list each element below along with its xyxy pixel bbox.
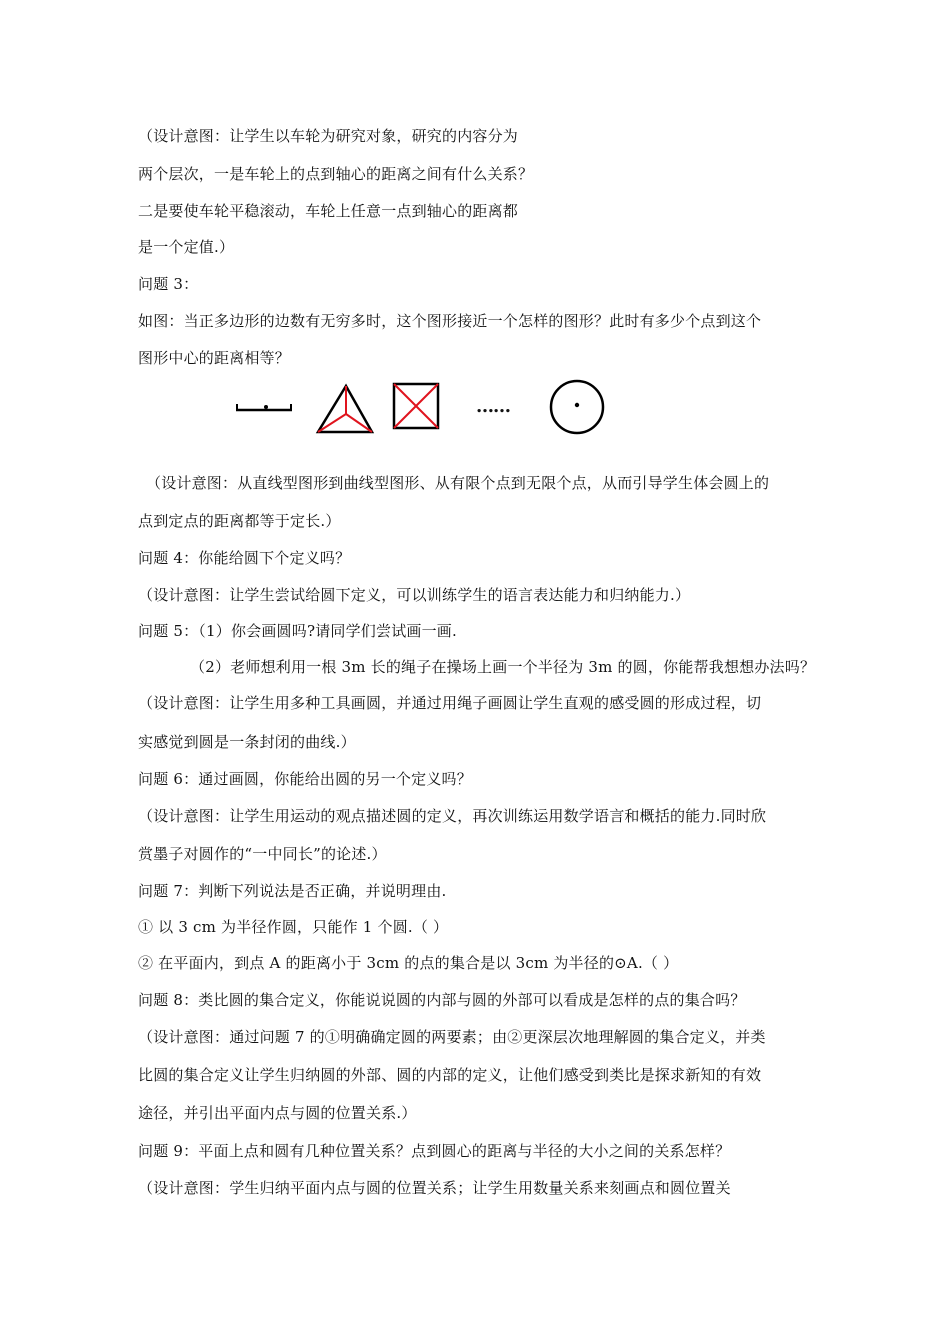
question-3-heading: 问题 3：	[138, 275, 199, 293]
text-line: 比圆的集合定义让学生归纳圆的外部、圆的内部的定义，让他们感受到类比是探求新知的有效	[138, 1066, 762, 1084]
question-6-heading: 问题 6：通过画圆，你能给出圆的另一个定义吗？	[138, 770, 472, 788]
question-7-heading: 问题 7：判断下列说法是否正确，并说明理由.	[138, 882, 447, 900]
text-line: （2）老师想利用一根 3m 长的绳子在操场上画一个半径为 3m 的圆，你能帮我想想办法吗？	[190, 658, 816, 676]
text-line: ② 在平面内，到点 A 的距离小于 3cm 的点的集合是以 3cm 为半径的⊙A.（ ）	[138, 954, 679, 972]
text-line: 点到定点的距离都等于定长.）	[138, 512, 341, 530]
polygon-sequence-illustration	[230, 378, 630, 438]
text-line: （设计意图：让学生以车轮为研究对象，研究的内容分为	[138, 127, 519, 145]
polygon-to-circle-figure	[230, 378, 630, 438]
text-line: （设计意图：让学生用多种工具画圆，并通过用绳子画圆让学生直观的感受圆的形成过程，切	[138, 694, 762, 712]
text-line: 图形中心的距离相等？	[138, 349, 291, 367]
circle-shape	[551, 381, 603, 433]
question-9-heading: 问题 9：平面上点和圆有几种位置关系？点到圆心的距离与半径的大小之间的关系怎样？	[138, 1142, 731, 1160]
text-line: 实感觉到圆是一条封闭的曲线.）	[138, 733, 356, 751]
ellipsis-text: ……	[476, 396, 510, 417]
text-line: ① 以 3 cm 为半径作圆，只能作 1 个圆.（ ）	[138, 918, 449, 936]
triangle-shape	[318, 386, 372, 432]
text-line: 如图：当正多边形的边数有无穷多时，这个图形接近一个怎样的图形？此时有多少个点到这个	[138, 312, 762, 330]
question-5-heading: 问题 5：（1）你会画圆吗?请同学们尝试画一画.	[138, 622, 457, 640]
text-line: （设计意图：让学生用运动的观点描述圆的定义，再次训练运用数学语言和概括的能力.同时欣	[138, 807, 767, 825]
text-line: （设计意图：通过问题 7 的①明确确定圆的两要素；由②更深层次地理解圆的集合定义，并类	[138, 1028, 766, 1046]
text-line: 是一个定值.）	[138, 238, 235, 256]
segment-shape	[236, 404, 292, 410]
text-line: 赏墨子对圆作的“一中同长”的论述.）	[138, 845, 387, 863]
text-line: 两个层次，一是车轮上的点到轴心的距离之间有什么关系？	[138, 165, 534, 183]
text-line: 途径，并引出平面内点与圆的位置关系.）	[138, 1104, 417, 1122]
square-shape	[394, 384, 438, 428]
text-line: （设计意图：学生归纳平面内点与圆的位置关系；让学生用数量关系来刻画点和圆位置关	[138, 1179, 731, 1197]
text-line: （设计意图：从直线型图形到曲线型图形、从有限个点到无限个点，从而引导学生体会圆上的	[146, 474, 770, 492]
question-8-heading: 问题 8：类比圆的集合定义，你能说说圆的内部与圆的外部可以看成是怎样的点的集合吗？	[138, 991, 746, 1009]
text-line: 二是要使车轮平稳滚动，车轮上任意一点到轴心的距离都	[138, 202, 519, 220]
question-4-heading: 问题 4：你能给圆下个定义吗？	[138, 549, 351, 567]
text-line: （设计意图：让学生尝试给圆下定义，可以训练学生的语言表达能力和归纳能力.）	[138, 586, 691, 604]
